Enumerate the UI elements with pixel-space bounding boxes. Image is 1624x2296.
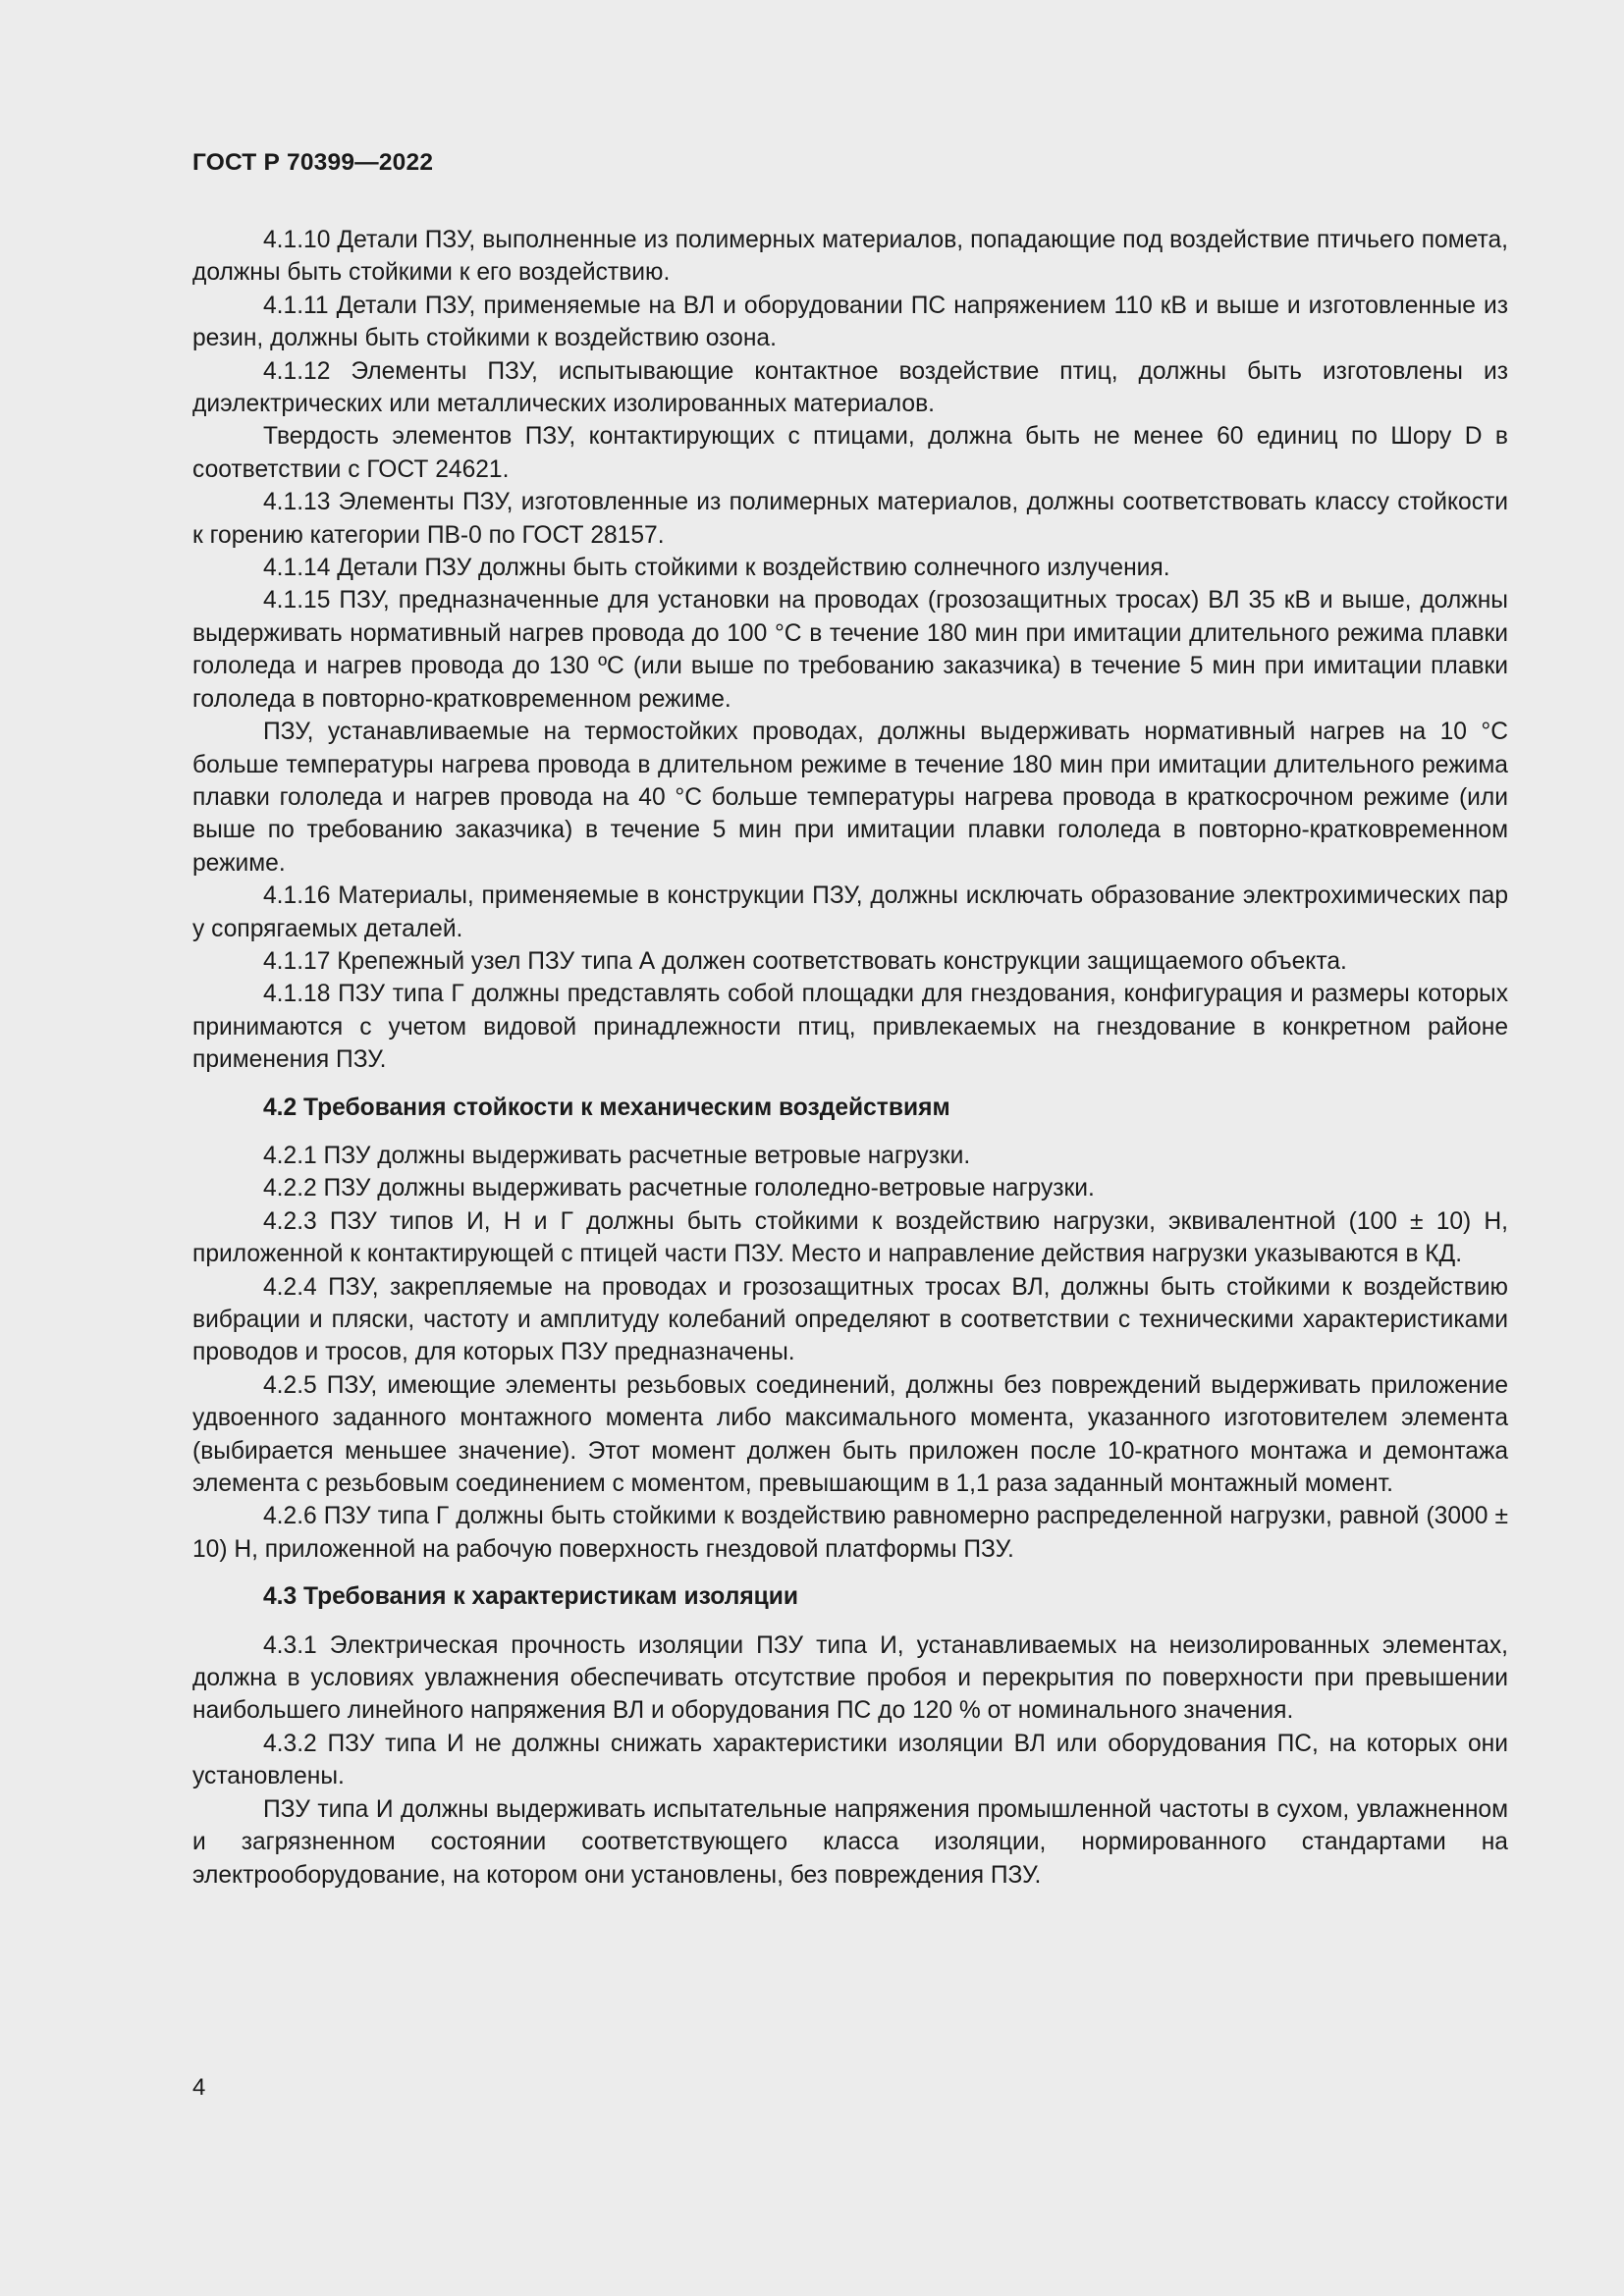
paragraph-4-1-17: 4.1.17 Крепежный узел ПЗУ типа А должен соответствовать конструкции защищаемого объекта. <box>263 947 1347 975</box>
section-heading-4-2: 4.2 Требования стойкости к механическим воздействиям <box>263 1094 950 1121</box>
paragraph-4-1-11: 4.1.11 Детали ПЗУ, применяемые на ВЛ и оборудовании ПС напряжением 110 кВ и выше и изготовленные из резин, должны быть стойкими к воздействию озона. <box>192 292 1508 352</box>
paragraph-4-1-15: 4.1.15 ПЗУ, предназначенные для установки на проводах (грозозащитных тросах) ВЛ 35 кВ и выше, должны выдерживать нормативный нагрев провода до 100 °С в течение 180 мин при имитации длительного режима плавки гололеда и нагрев провода до 130 ºС (или выше по требованию заказчика) в течение 5 мин при имитации плавки гололеда в повторно-кратковременном режиме. <box>192 587 1508 713</box>
page-number: 4 <box>192 2074 206 2101</box>
paragraph-4-2-1: 4.2.1 ПЗУ должны выдерживать расчетные ветровые нагрузки. <box>263 1142 971 1169</box>
paragraph-4-3-1: 4.3.1 Электрическая прочность изоляции ПЗУ типа И, устанавливаемых на неизолированных элементах, должна в условиях увлажнения обеспечивать отсутствие пробоя и перекрытия по поверхности при превышении наибольшего линейного напряжения ВЛ и оборудования ПС до 120 % от номинального значения. <box>192 1631 1508 1725</box>
section-heading-4-3: 4.3 Требования к характеристикам изоляции <box>263 1583 799 1611</box>
paragraph-thermal-wires: ПЗУ, устанавливаемые на термостойких проводах, должны выдерживать нормативный нагрев на 10 °С больше температуры нагрева провода в длительном режиме в течение 180 мин при имитации длительного режима плавки гололеда и нагрев провода на 40 °С больше температуры нагрева провода в краткосрочном режиме (или выше по требованию заказчика) в течение 5 мин при имитации плавки гололеда в повторно-кратковременном режиме. <box>192 719 1508 877</box>
paragraph-4-2-2: 4.2.2 ПЗУ должны выдерживать расчетные гололедно-ветровые нагрузки. <box>263 1175 1095 1202</box>
paragraph-4-1-18: 4.1.18 ПЗУ типа Г должны представлять собой площадки для гнездования, конфигурация и размеры которых принимаются с учетом видовой принадлежности птиц, привлекаемых на гнездование в конкретном районе применения ПЗУ. <box>192 981 1508 1074</box>
document-header: ГОСТ Р 70399—2022 <box>192 149 434 176</box>
paragraph-test-voltages: ПЗУ типа И должны выдерживать испытательные напряжения промышленной частоты в сухом, увлажненном и загрязненном состоянии соответствующего класса изоляции, нормированного стандартами на электрооборудование, на котором они установлены, без повреждения ПЗУ. <box>192 1795 1508 1889</box>
paragraph-4-3-2: 4.3.2 ПЗУ типа И не должны снижать характеристики изоляции ВЛ или оборудования ПС, на которых они установлены. <box>192 1730 1508 1790</box>
paragraph-4-2-3: 4.2.3 ПЗУ типов И, Н и Г должны быть стойкими к воздействию нагрузки, эквивалентной (100 ± 10) Н, приложенной к контактирующей с птицей части ПЗУ. Место и направление действия нагрузки указываются в КД. <box>192 1207 1508 1268</box>
paragraph-4-1-16: 4.1.16 Материалы, применяемые в конструкции ПЗУ, должны исключать образование электрохимических пар у сопрягаемых деталей. <box>192 882 1508 942</box>
document-body <box>192 224 1508 1892</box>
paragraph-4-1-10: 4.1.10 Детали ПЗУ, выполненные из полимерных материалов, попадающие под воздействие птичьего помета, должны быть стойкими к его воздействию. <box>192 227 1508 287</box>
paragraph-4-2-6: 4.2.6 ПЗУ типа Г должны быть стойкими к воздействию равномерно распределенной нагрузки, равной (3000 ± 10) Н, приложенной на рабочую поверхность гнездовой платформы ПЗУ. <box>192 1503 1508 1563</box>
paragraph-4-1-12: 4.1.12 Элементы ПЗУ, испытывающие контактное воздействие птиц, должны быть изготовлены из диэлектрических или металлических изолированных материалов. <box>192 357 1508 418</box>
paragraph-4-1-14: 4.1.14 Детали ПЗУ должны быть стойкими к воздействию солнечного излучения. <box>263 555 1170 582</box>
paragraph-hardness: Твердость элементов ПЗУ, контактирующих с птицами, должна быть не менее 60 единиц по Шору D в соответствии с ГОСТ 24621. <box>192 423 1508 483</box>
paragraph-4-2-4: 4.2.4 ПЗУ, закрепляемые на проводах и грозозащитных тросах ВЛ, должны быть стойкими к воздействию вибрации и пляски, частоту и амплитуду колебаний определяют в соответствии с техническими характеристиками проводов и тросов, для которых ПЗУ предназначены. <box>192 1273 1508 1366</box>
paragraph-4-1-13: 4.1.13 Элементы ПЗУ, изготовленные из полимерных материалов, должны соответствовать классу стойкости к горению категории ПВ-0 по ГОСТ 28157. <box>192 489 1508 549</box>
paragraph-4-2-5: 4.2.5 ПЗУ, имеющие элементы резьбовых соединений, должны без повреждений выдерживать приложение удвоенного заданного монтажного момента либо максимального момента, указанного изготовителем элемента (выбирается меньшее значение). Этот момент должен быть приложен после 10-кратного монтажа и демонтажа элемента с резьбовым соединением с моментом, превышающим в 1,1 раза заданный монтажный момент. <box>192 1371 1508 1498</box>
